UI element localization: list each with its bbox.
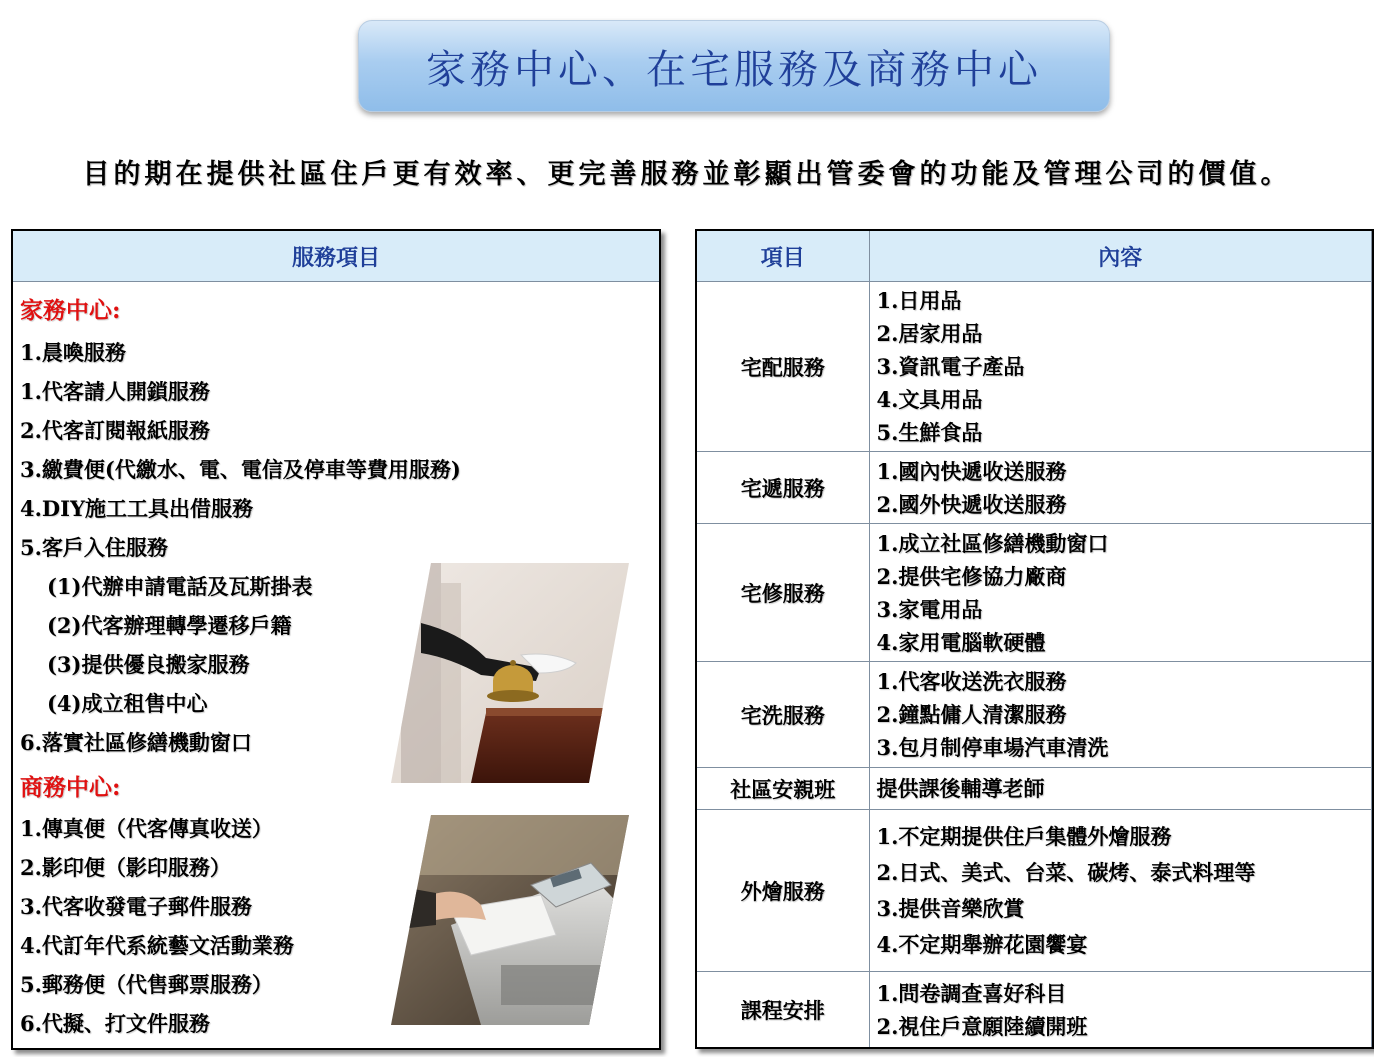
fax-machine-photo bbox=[391, 815, 629, 1025]
table-row bbox=[697, 524, 1372, 662]
content-line: 2.日式、美式、台菜、碳烤、泰式料理等 bbox=[876, 859, 1256, 885]
content-line: 2.提供宅修協力廠商 bbox=[876, 563, 1067, 589]
service-items-header: 服務項目 bbox=[13, 231, 659, 282]
list-item: 6.代擬、打文件服務 bbox=[20, 1011, 210, 1036]
purpose-statement: 目的期在提供社區住戶更有效率、更完善服務並彰顯出管委會的功能及管理公司的價值。 bbox=[82, 159, 1292, 190]
content-line: 1.成立社區修繕機動窗口 bbox=[876, 530, 1109, 556]
row-content bbox=[869, 972, 1372, 1048]
page-title: 家務中心、在宅服務及商務中心 bbox=[426, 46, 1042, 93]
list-subitem: (2)代客辦理轉學遷移戶籍 bbox=[47, 613, 292, 638]
content-line: 3.包月制停車場汽車清洗 bbox=[876, 735, 1109, 760]
list-subitem: (4)成立租售中心 bbox=[47, 691, 208, 716]
row-content bbox=[869, 282, 1372, 452]
content-line: 1.代客收送洗衣服務 bbox=[876, 669, 1067, 694]
content-line: 3.資訊電子產品 bbox=[876, 354, 1025, 379]
content-line: 2.鐘點傭人清潔服務 bbox=[876, 702, 1067, 727]
content-line: 1.國內快遞收送服務 bbox=[876, 458, 1067, 484]
home-center-heading: 家務中心: bbox=[20, 297, 121, 324]
list-item: 3.繳費便(代繳水、電、電信及停車等費用服務) bbox=[20, 457, 461, 482]
content-line: 5.生鮮食品 bbox=[876, 420, 983, 445]
services-table-panel bbox=[695, 229, 1374, 1049]
content-line: 提供課後輔導老師 bbox=[876, 776, 1045, 801]
list-subitem: (3)提供優良搬家服務 bbox=[47, 652, 250, 677]
list-subitem: (1)代辦申請電話及瓦斯掛表 bbox=[47, 574, 313, 599]
list-item: 5.客戶入住服務 bbox=[20, 535, 168, 560]
list-item: 5.郵務便（代售郵票服務） bbox=[20, 972, 273, 997]
row-item: 宅遞服務 bbox=[697, 452, 869, 524]
row-content bbox=[869, 810, 1372, 972]
services-table bbox=[697, 231, 1372, 1047]
list-item: 2.代客訂閱報紙服務 bbox=[20, 418, 210, 443]
row-item: 宅修服務 bbox=[697, 524, 869, 662]
row-item: 課程安排 bbox=[697, 972, 869, 1048]
row-content bbox=[869, 524, 1372, 662]
column-header-content: 內容 bbox=[869, 231, 1372, 282]
content-line: 4.文具用品 bbox=[876, 387, 983, 412]
list-item: 3.代客收發電子郵件服務 bbox=[20, 894, 252, 919]
list-item: 1.代客請人開鎖服務 bbox=[20, 379, 210, 404]
table-row bbox=[697, 452, 1372, 524]
content-line: 4.不定期舉辦花園饗宴 bbox=[876, 931, 1088, 957]
title-banner bbox=[358, 20, 1110, 112]
content-line: 2.視住戶意願陸續開班 bbox=[876, 1013, 1088, 1039]
content-line: 4.家用電腦軟硬體 bbox=[876, 629, 1046, 655]
table-row bbox=[697, 768, 1372, 810]
content-line: 3.提供音樂欣賞 bbox=[876, 895, 1025, 921]
content-line: 1.日用品 bbox=[876, 288, 962, 313]
column-header-item: 項目 bbox=[697, 231, 869, 282]
row-item: 宅配服務 bbox=[697, 282, 869, 452]
list-item: 2.影印便（影印服務） bbox=[20, 855, 231, 880]
content-line: 1.問卷調查喜好科目 bbox=[876, 980, 1067, 1006]
reception-bell-photo bbox=[391, 563, 629, 783]
table-row bbox=[697, 810, 1372, 972]
row-content bbox=[869, 768, 1372, 810]
table-row bbox=[697, 282, 1372, 452]
content-line: 3.家電用品 bbox=[876, 596, 983, 622]
list-item: 1.傳真便（代客傳真收送） bbox=[20, 816, 273, 841]
content-line: 2.居家用品 bbox=[876, 321, 983, 346]
business-center-heading: 商務中心: bbox=[20, 774, 121, 801]
row-item: 外燴服務 bbox=[697, 810, 869, 972]
row-content bbox=[869, 452, 1372, 524]
service-items-panel bbox=[11, 229, 661, 1050]
list-item: 6.落實社區修繕機動窗口 bbox=[20, 730, 252, 755]
row-item: 宅洗服務 bbox=[697, 662, 869, 768]
row-content bbox=[869, 662, 1372, 768]
table-row bbox=[697, 662, 1372, 768]
table-row bbox=[697, 972, 1372, 1048]
list-item: 4.代訂年代系統藝文活動業務 bbox=[20, 933, 294, 958]
content-line: 2.國外快遞收送服務 bbox=[876, 491, 1067, 517]
row-item: 社區安親班 bbox=[697, 768, 869, 810]
list-item: 4.DIY施工工具出借服務 bbox=[20, 496, 253, 521]
list-item: 1.晨喚服務 bbox=[20, 340, 126, 365]
content-line: 1.不定期提供住戶集體外燴服務 bbox=[876, 823, 1172, 849]
